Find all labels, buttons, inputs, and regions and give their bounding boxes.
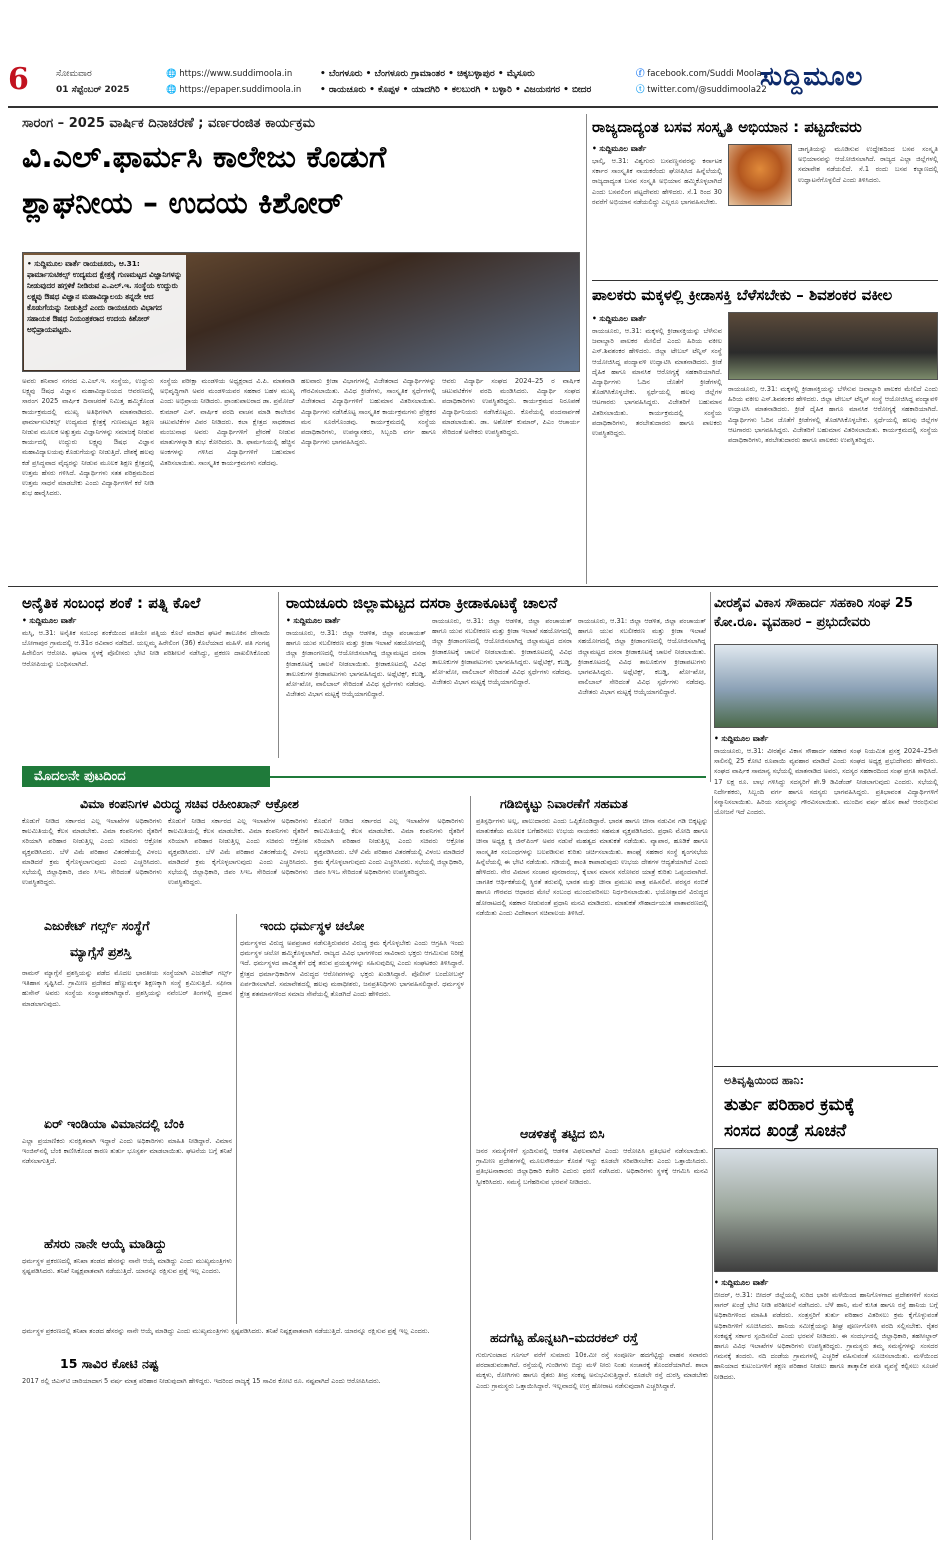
facebook-link[interactable]: ⓕ facebook.com/Suddi Moola [636,69,762,79]
gst-loss-body: 2017 ರಲ್ಲಿ ಜಿಎಸ್‌ಟಿ ಜಾರಿಯಾದಾಗ 5 ವರ್ಷ ಮಾತ್ರ ಪರಿಹಾರ ನೀಡುವುದಾಗಿ ಹೇಳಿದ್ದರು. ಇದರಿಂದ ರಾಜ್ಯಕ್ಕೆ 15 ಸಾವಿರ ಕೋಟಿ ರೂ. ನಷ್ಟವಾಗಿದೆ ಎಂದು ಆರೋಪಿಸಿದರು. [22,1377,381,1385]
dharmasthala-body: ಧರ್ಮಸ್ಥಳದ ವಿರುದ್ಧ ಅಪಪ್ರಚಾರ ನಡೆಸುತ್ತಿರುವವರ ವಿರುದ್ಧ ಕ್ರಮ ಕೈಗೊಳ್ಳಬೇಕು ಎಂದು ಆಗ್ರಹಿಸಿ ಇಂದು ಧರ್ಮಸ್ಥಳ ಚಲೋ ಹಮ್ಮಿಕೊಳ್ಳಲಾಗಿದೆ. ರಾಜ್ಯದ ವಿವಿಧ ಭಾಗಗಳಿಂದ ಸಾವಿರಾರು ಭಕ್ತರು ಆಗಮಿಸುವ ನಿರೀಕ್ಷೆ ಇದೆ. ಧರ್ಮಸ್ಥಳದ ಪಾವಿತ್ರ್ಯತೆಗೆ ಧಕ್ಕೆ ತರುವ ಪ್ರಯತ್ನಗಳನ್ನು ಸಹಿಸುವುದಿಲ್ಲ ಎಂದು ಸಂಘಟಕರು ತಿಳಿಸಿದ್ದಾರೆ. ಕ್ಷೇತ್ರದ ಧರ್ಮಾಧಿಕಾರಿಗಳ ವಿರುದ್ಧದ ಆರೋಪಗಳನ್ನು ಭಕ್ತರು ಖಂಡಿಸಿದ್ದಾರೆ. ಪೊಲೀಸ್ ಬಂದೋಬಸ್ತ್ ಏರ್ಪಡಿಸಲಾಗಿದೆ. ಸಮಾವೇಶದಲ್ಲಿ ಹಲವು ಮಠಾಧೀಶರು, ಜನಪ್ರತಿನಿಧಿಗಳು ಭಾಗವಹಿಸಲಿದ್ದಾರೆ. ಧರ್ಮಸ್ಥಳ ಕ್ಷೇತ್ರ ಶತಮಾನಗಳಿಂದ ಸಮಾಜ ಸೇವೆಯಲ್ಲಿ ತೊಡಗಿದೆ ಎಂದು ಹೇಳಿದರು. [240,939,464,999]
masthead [8,62,938,102]
right-story-2-byline: • ಸುದ್ದಿಮೂಲ ವಾರ್ತೆ [592,314,647,323]
lead-kicker: ಸಾರಂಗ – 2025 ವಾರ್ಷಿಕ ದಿನಾಚರಣೆ ; ವರ್ಣರಂಜಿತ ಕಾರ್ಯಕ್ರಮ [22,116,315,131]
section-banner: ಮೊದಲನೇ ಪುಟದಿಂದ [22,766,270,787]
lead-headline-1: ವಿ.ಎಲ್.ಫಾರ್ಮಸಿ ಕಾಲೇಜು ಕೊಡುಗೆ [22,140,387,175]
right-story-1-byline: • ಸುದ್ದಿಮೂಲ ವಾರ್ತೆ [592,144,647,153]
facebook-icon: ⓕ [636,69,645,79]
flood-inspection-photo [714,1148,938,1272]
insurance-body-3: ಕೊಡುಗೆ ನೀಡಿದ ಸರ್ಕಾರದ ಎಲ್ಲ ಇಲಾಖೆಗಳ ಅಧಿಕಾರಿಗಳು ಕಾಲಮಿತಿಯಲ್ಲಿ ಕೆಲಸ ಮಾಡಬೇಕು. ವಿಮಾ ಕಂಪನಿಗಳು ರೈತರಿಗೆ ಸರಿಯಾಗಿ ಪರಿಹಾರ ನೀಡುತ್ತಿಲ್ಲ ಎಂದು ಸಚಿವರು ಆಕ್ರೋಶ ವ್ಯಕ್ತಪಡಿಸಿದರು. ಬೆಳೆ ವಿಮೆ ಪರಿಹಾರ ವಿತರಣೆಯಲ್ಲಿ ವಿಳಂಬ ಮಾಡಿದರೆ ಕ್ರಮ ಕೈಗೊಳ್ಳಲಾಗುವುದು ಎಂದು ಎಚ್ಚರಿಸಿದರು. ಸಭೆಯಲ್ಲಿ ಜಿಲ್ಲಾಧಿಕಾರಿ, ಜಿಪಂ ಸಿಇಒ ಸೇರಿದಂತೆ ಅಧಿಕಾರಿಗಳು ಉಪಸ್ಥಿತರಿದ್ದರು. [314,817,464,877]
cooperative-body: ರಾಯಚೂರು, ಆ.31: ವೀರಶೈವ ವಿಕಾಸ ಸೌಹಾರ್ದ ಸಹಕಾರ ಸಂಘ ನಿಯಮಿತ ಪ್ರಸಕ್ತ 2024–25ನೇ ಸಾಲಿನಲ್ಲಿ 25 ಕೋಟಿ ರೂಪಾಯಿ ವ್ಯವಹಾರ ಮಾಡಿದೆ ಎಂದು ಸಂಘದ ಅಧ್ಯಕ್ಷ ಪ್ರಭುದೇವರು ಹೇಳಿದರು. ಸಂಘದ ವಾರ್ಷಿಕ ಸಾಮಾನ್ಯ ಸಭೆಯಲ್ಲಿ ಮಾತನಾಡಿದ ಅವರು, ಸದಸ್ಯರ ಸಹಕಾರದಿಂದ ಸಂಘ ಪ್ರಗತಿ ಸಾಧಿಸಿದೆ. 17 ಲಕ್ಷ ರೂ. ಲಾಭ ಗಳಿಸಿದ್ದು ಸದಸ್ಯರಿಗೆ ಶೇ.9 ಡಿವಿಡೆಂಡ್ ನೀಡಲಾಗುವುದು ಎಂದರು. ಸಭೆಯಲ್ಲಿ ನಿರ್ದೇಶಕರು, ಸಿಬ್ಬಂದಿ ವರ್ಗ ಹಾಗೂ ಸದಸ್ಯರು ಭಾಗವಹಿಸಿದ್ದರು. ಪ್ರತಿಭಾವಂತ ವಿದ್ಯಾರ್ಥಿಗಳಿಗೆ ಸನ್ಮಾನಿಸಲಾಯಿತು. ಹಿರಿಯ ಸದಸ್ಯರನ್ನು ಗೌರವಿಸಲಾಯಿತು. ಮುಂದಿನ ವರ್ಷ ಹೊಸ ಶಾಖೆ ಆರಂಭಿಸುವ ಯೋಜನೆ ಇದೆ ಎಂದರು. [714,747,938,817]
right-story-1-body-right: ಜಾಗೃತಿಯನ್ನು ಮೂಡಿಸುವ ಉದ್ದೇಶದಿಂದ ಬಸವ ಸಂಸ್ಕೃತಿ ಅಭಿಯಾನವನ್ನು ಆಯೋಜಿಸಲಾಗಿದೆ. ರಾಜ್ಯದ ಎಲ್ಲಾ ಜಿಲ್ಲೆಗಳಲ್ಲಿ ಸಮಾವೇಶ ನಡೆಯಲಿದೆ. ಸೆ.1 ರಂದು ಬಸವ ಕಲ್ಯಾಣದಲ್ಲಿ ಉದ್ಘಾಟನೆಗೊಳ್ಳಲಿದೆ ಎಂದು ತಿಳಿಸಿದರು. [798,145,938,184]
right-story-2-body: ರಾಯಚೂರು, ಆ.31: ಮಕ್ಕಳಲ್ಲಿ ಕ್ರೀಡಾಸಕ್ತಿಯನ್ನು ಬೆಳೆಸುವ ಜವಾಬ್ದಾರಿ ಪಾಲಕರ ಮೇಲಿದೆ ಎಂದು ಹಿರಿಯ ವಕೀಲ ಎಸ್.ಶಿವಶಂಕರ ಹೇಳಿದರು. ಜಿಲ್ಲಾ ಟೇಬಲ್ ಟೆನ್ನಿಸ್ ಸಂಸ್ಥೆ ಆಯೋಜಿಸಿದ್ದ ಪಂದ್ಯಾವಳಿ ಉದ್ಘಾಟಿಸಿ ಮಾತನಾಡಿದರು. ಕ್ರೀಡೆ ದೈಹಿಕ ಹಾಗೂ ಮಾನಸಿಕ ಆರೋಗ್ಯಕ್ಕೆ ಸಹಕಾರಿಯಾಗಿದೆ. ವಿದ್ಯಾರ್ಥಿಗಳು ಓದಿನ ಜೊತೆಗೆ ಕ್ರೀಡೆಗಳಲ್ಲಿ ತೊಡಗಿಸಿಕೊಳ್ಳಬೇಕು. ಸ್ಪರ್ಧೆಯಲ್ಲಿ ಹಲವು ಜಿಲ್ಲೆಗಳ ಆಟಗಾರರು ಭಾಗವಹಿಸಿದ್ದರು. ವಿಜೇತರಿಗೆ ಬಹುಮಾನ ವಿತರಿಸಲಾಯಿತು. ಕಾರ್ಯಕ್ರಮದಲ್ಲಿ ಸಂಸ್ಥೆಯ ಪದಾಧಿಕಾರಿಗಳು, ತರಬೇತುದಾರರು ಹಾಗೂ ಪಾಲಕರು ಉಪಸ್ಥಿತರಿದ್ದರು. [592,327,722,438]
administration-body: ಜನರ ಸಮಸ್ಯೆಗಳಿಗೆ ಸ್ಪಂದಿಸುವಲ್ಲಿ ಆಡಳಿತ ವಿಫಲವಾಗಿದೆ ಎಂದು ಆರೋಪಿಸಿ ಪ್ರತಿಭಟನೆ ನಡೆಸಲಾಯಿತು. ಗ್ರಾಮೀಣ ಪ್ರದೇಶಗಳಲ್ಲಿ ಮೂಲಸೌಕರ್ಯ ಕೊರತೆ ಇದ್ದು ಕೂಡಲೇ ಸರಿಪಡಿಸಬೇಕು ಎಂದು ಒತ್ತಾಯಿಸಿದರು. ಪ್ರತಿಭಟನಾಕಾರರು ಜಿಲ್ಲಾಧಿಕಾರಿ ಕಚೇರಿ ಎದುರು ಧರಣಿ ನಡೆಸಿದರು. ಅಧಿಕಾರಿಗಳು ಸ್ಥಳಕ್ಕೆ ಆಗಮಿಸಿ ಮನವಿ ಸ್ವೀಕರಿಸಿದರು. ಸಮಸ್ಯೆ ಬಗೆಹರಿಸುವ ಭರವಸೆ ನೀಡಿದರು. [476,1147,708,1186]
issue-date: ಸೋಮವಾರ 01 ಸೆಪ್ಟೆಂಬರ್ 2025 [56,69,130,95]
insurance-headline: ವಿಮಾ ಕಂಪನಿಗಳ ವಿರುದ್ಧ ಸಚಿವ ರಹೀಂಖಾನ್ ಆಕ್ರೋಶ [80,796,299,811]
cooperative-byline: • ಸುದ್ದಿಮೂಲ ವಾರ್ತೆ [714,734,769,743]
air-india-headline: ಏರ್ ಇಂಡಿಯಾ ವಿಮಾನದಲ್ಲಿ ಬೆಂಕಿ [44,1116,185,1131]
dasara-body-3: ರಾಯಚೂರು, ಆ.31: ಜಿಲ್ಲಾ ಆಡಳಿತ, ಜಿಲ್ಲಾ ಪಂಚಾಯತ್ ಹಾಗೂ ಯುವ ಸಬಲೀಕರಣ ಮತ್ತು ಕ್ರೀಡಾ ಇಲಾಖೆ ಸಹಯೋಗದಲ್ಲಿ ಜಿಲ್ಲಾ ಕ್ರೀಡಾಂಗಣದಲ್ಲಿ ಆಯೋಜಿಸಲಾಗಿದ್ದ ಜಿಲ್ಲಾಮಟ್ಟದ ದಸರಾ ಕ್ರೀಡಾಕೂಟಕ್ಕೆ ಚಾಲನೆ ನೀಡಲಾಯಿತು. ಕ್ರೀಡಾಕೂಟದಲ್ಲಿ ವಿವಿಧ ತಾಲೂಕುಗಳ ಕ್ರೀಡಾಪಟುಗಳು ಭಾಗವಹಿಸಿದ್ದರು. ಅಥ್ಲೆಟಿಕ್ಸ್, ಕಬಡ್ಡಿ, ಖೋ-ಖೋ, ವಾಲಿಬಾಲ್ ಸೇರಿದಂತೆ ವಿವಿಧ ಸ್ಪರ್ಧೆಗಳು ನಡೆದವು. ವಿಜೇತರು ವಿಭಾಗ ಮಟ್ಟಕ್ಕೆ ಆಯ್ಕೆಯಾಗಲಿದ್ದಾರೆ. [578,617,706,697]
cooperative-headline: ವೀರಶೈವ ವಿಕಾಸ ಸೌಹಾರ್ದ ಸಹಕಾರಿ ಸಂಘ 25 ಕೋ.ರೂ. ವ್ಯವಹಾರ – ಪ್ರಭುದೇವರು [714,596,913,630]
flood-body: ಬೀದರ್, ಆ.31: ಬೀದರ್ ಜಿಲ್ಲೆಯಲ್ಲಿ ಸುರಿದ ಭಾರೀ ಮಳೆಯಿಂದ ಹಾನಿಗೊಳಗಾದ ಪ್ರದೇಶಗಳಿಗೆ ಸಂಸದ ಸಾಗರ್ ಖಂಡ್ರೆ ಭೇಟಿ ನೀಡಿ ಪರಿಶೀಲನೆ ನಡೆಸಿದರು. ಬೆಳೆ ಹಾನಿ, ಮನೆ ಕುಸಿತ ಹಾಗೂ ರಸ್ತೆ ಹಾನಿಯ ಬಗ್ಗೆ ಅಧಿಕಾರಿಗಳಿಂದ ಮಾಹಿತಿ ಪಡೆದರು. ಸಂತ್ರಸ್ತರಿಗೆ ತುರ್ತು ಪರಿಹಾರ ವಿತರಿಸಲು ಕ್ರಮ ಕೈಗೊಳ್ಳುವಂತೆ ಅಧಿಕಾರಿಗಳಿಗೆ ಸೂಚಿಸಿದರು. ಹಾನಿಯ ಸಮೀಕ್ಷೆಯನ್ನು ಶೀಘ್ರ ಪೂರ್ಣಗೊಳಿಸಿ ವರದಿ ಸಲ್ಲಿಸಬೇಕು. ರೈತರ ಸಂಕಷ್ಟಕ್ಕೆ ಸರ್ಕಾರ ಸ್ಪಂದಿಸಲಿದೆ ಎಂದು ಭರವಸೆ ನೀಡಿದರು. ಈ ಸಂದರ್ಭದಲ್ಲಿ ಜಿಲ್ಲಾಧಿಕಾರಿ, ತಹಸೀಲ್ದಾರ್ ಹಾಗೂ ವಿವಿಧ ಇಲಾಖೆಗಳ ಅಧಿಕಾರಿಗಳು ಉಪಸ್ಥಿತರಿದ್ದರು. ಗ್ರಾಮಸ್ಥರು ತಮ್ಮ ಸಮಸ್ಯೆಗಳನ್ನು ಸಂಸದರ ಗಮನಕ್ಕೆ ತಂದರು. ನದಿ ದಂಡೆಯ ಗ್ರಾಮಗಳಲ್ಲಿ ಎಚ್ಚರಿಕೆ ವಹಿಸುವಂತೆ ಸೂಚಿಸಲಾಯಿತು. ಮಳೆಯಿಂದ ಹಾನಿಯಾದ ಕುಟುಂಬಗಳಿಗೆ ತಕ್ಷಣ ಪರಿಹಾರ ನೀಡಲು ಹಾಗೂ ತಾತ್ಕಾಲಿಕ ವಸತಿ ವ್ಯವಸ್ಥೆ ಕಲ್ಪಿಸಲು ಸೂಚನೆ ನೀಡಿದರು. [714,1291,938,1381]
social-links [636,66,767,98]
twitter-link[interactable]: ⓣ twitter.com/@suddimoola22 [636,85,767,95]
murder-headline: ಅನೈತಿಕ ಸಂಬಂಧ ಶಂಕೆ : ಪತ್ನಿ ಕೊಲೆ [22,594,201,612]
dasara-body-2: ರಾಯಚೂರು, ಆ.31: ಜಿಲ್ಲಾ ಆಡಳಿತ, ಜಿಲ್ಲಾ ಪಂಚಾಯತ್ ಹಾಗೂ ಯುವ ಸಬಲೀಕರಣ ಮತ್ತು ಕ್ರೀಡಾ ಇಲಾಖೆ ಸಹಯೋಗದಲ್ಲಿ ಜಿಲ್ಲಾ ಕ್ರೀಡಾಂಗಣದಲ್ಲಿ ಆಯೋಜಿಸಲಾಗಿದ್ದ ಜಿಲ್ಲಾಮಟ್ಟದ ದಸರಾ ಕ್ರೀಡಾಕೂಟಕ್ಕೆ ಚಾಲನೆ ನೀಡಲಾಯಿತು. ಕ್ರೀಡಾಕೂಟದಲ್ಲಿ ವಿವಿಧ ತಾಲೂಕುಗಳ ಕ್ರೀಡಾಪಟುಗಳು ಭಾಗವಹಿಸಿದ್ದರು. ಅಥ್ಲೆಟಿಕ್ಸ್, ಕಬಡ್ಡಿ, ಖೋ-ಖೋ, ವಾಲಿಬಾಲ್ ಸೇರಿದಂತೆ ವಿವಿಧ ಸ್ಪರ್ಧೆಗಳು ನಡೆದವು. ವಿಜೇತರು ವಿಭಾಗ ಮಟ್ಟಕ್ಕೆ ಆಯ್ಕೆಯಾಗಲಿದ್ದಾರೆ. [432,617,572,687]
sit-name-body: ಧರ್ಮಸ್ಥಳ ಪ್ರಕರಣದಲ್ಲಿ ತನಿಖಾ ತಂಡದ ಹೆಸರನ್ನು ನಾನೇ ಆಯ್ಕೆ ಮಾಡಿದ್ದು ಎಂದು ಮುಖ್ಯಮಂತ್ರಿಗಳು ಸ್ಪಷ್ಟಪಡಿಸಿದರು. ತನಿಖೆ ನಿಷ್ಪಕ್ಷಪಾತವಾಗಿ ನಡೆಯುತ್ತಿದೆ. ಯಾರನ್ನೂ ರಕ್ಷಿಸುವ ಪ್ರಶ್ನೆ ಇಲ್ಲ ಎಂದರು. [22,1257,232,1276]
cooperative-photo [714,644,938,728]
border-headline: ಗಡಿಬಿಕ್ಕಟ್ಟು ನಿವಾರಣೆಗೆ ಸಹಮತ [500,796,628,811]
speaker-portrait [728,144,792,206]
edition-cities: • ಬೆಂಗಳೂರು • ಬೆಂಗಳೂರು ಗ್ರಾಮಾಂತರ • ಚಿಕ್ಕಬಳ್ಳಾಪುರ • ಮೈಸೂರು • ರಾಯಚೂರು • ಕೊಪ್ಪಳ • ಯಾದಗಿರಿ • ಕಲಬುರಗಿ • ಬಳ್ಳಾರಿ • ವಿಜಯನಗರ • ಬೀದರ [320,69,592,95]
dasara-headline: ರಾಯಚೂರು ಜಿಲ್ಲಾಮಟ್ಟದ ದಸರಾ ಕ್ರೀಡಾಕೂಟಕ್ಕೆ ಚಾಲನೆ [286,594,558,612]
page-number: 6 [8,62,29,97]
lead-column-2: ಸಂಸ್ಥೆಯ ಪರೀಕ್ಷಾ ಮಂಡಳಿಯ ಅಧ್ಯಕ್ಷರಾದ ವಿ.ಪಿ. ಮಾತನಾಡಿ ಅಭಿವೃದ್ಧಿಗಾಗಿ ಅವರ ಮಂಡಳಿಯವರ ಸಹಕಾರ ಬಹಳ ಮುಖ್ಯ ಎಂದು ಅಭಿಪ್ರಾಯ ನೀಡಿದರು. ಪ್ರಾಂಶುಪಾಲರಾದ ಡಾ. ಪ್ರಮೋದ್ ಕುಮಾರ್ ಎಸ್. ವಾರ್ಷಿಕ ವರದಿ ವಾಚನ ಮಾಡಿ ಕಾಲೇಜಿನ ಚಟುವಟಿಕೆಗಳ ವಿವರ ನೀಡಿದರು. ಕಲಾ ಕ್ಷೇತ್ರದ ಸಾಧಕರಾದ ಮಂಜುನಾಥ ಅವರು ವಿದ್ಯಾರ್ಥಿಗಳಿಗೆ ಪ್ರೇರಣೆ ನೀಡುವ ಮಾತುಗಳನ್ನಾಡಿ ಶುಭ ಕೋರಿದರು. ಡಿ. ಫಾರ್ಮಸಿಯಲ್ಲಿ ಹೆಚ್ಚಿನ ಅಂಕಗಳನ್ನು ಗಳಿಸಿದ ವಿದ್ಯಾರ್ಥಿಗಳಿಗೆ ಬಹುಮಾನ ವಿತರಿಸಲಾಯಿತು. ಸಾಂಸ್ಕೃತಿಕ ಕಾರ್ಯಕ್ರಮಗಳು ನಡೆದವು. [160,377,295,467]
road-headline: ಹದಗೆಟ್ಟ ಹೊನ್ನಟಗಿ–ಮದರಕಲ್ ರಸ್ತೆ [490,1330,638,1345]
magsaysay-body: ರಾಮನ್ ಮ್ಯಾಗ್ಸೆಸೆ ಪ್ರಶಸ್ತಿಯನ್ನು ಪಡೆದ ಮೊದಲ ಭಾರತೀಯ ಸಂಸ್ಥೆಯಾಗಿ ಎಜುಕೇಟ್ ಗರ್ಲ್ಸ್ ಇತಿಹಾಸ ಸೃಷ್ಟಿಸಿದೆ. ಗ್ರಾಮೀಣ ಪ್ರದೇಶದ ಹೆಣ್ಣುಮಕ್ಕಳ ಶಿಕ್ಷಣಕ್ಕಾಗಿ ಸಂಸ್ಥೆ ಶ್ರಮಿಸುತ್ತಿದೆ. ಸಫೀನಾ ಹುಸೇನ್ ಅವರು ಸಂಸ್ಥೆಯ ಸಂಸ್ಥಾಪಕರಾಗಿದ್ದಾರೆ. ಪ್ರಶಸ್ತಿಯನ್ನು ನವೆಂಬರ್ ತಿಂಗಳಲ್ಲಿ ಪ್ರದಾನ ಮಾಡಲಾಗುವುದು. [22,969,232,1008]
sports-event-photo [728,312,938,380]
magsaysay-headline-1: ಎಜುಕೇಟ್ ಗರ್ಲ್ಸ್ ಸಂಸ್ಥೆಗೆ [44,918,150,933]
sit-name-headline: ಹೆಸರು ನಾನೇ ಆಯ್ಕೆ ಮಾಡಿದ್ದು [44,1236,167,1251]
administration-headline: ಆಡಳಿತಕ್ಕೆ ತಟ್ಟಿದ ಬಿಸಿ [520,1126,605,1141]
right-story-1-headline: ರಾಜ್ಯದಾದ್ಯಂತ ಬಸವ ಸಂಸ್ಕೃತಿ ಅಭಿಯಾನ : ಪಟ್ಟದೇವರು [592,118,862,136]
lead-headline-2: ಶ್ಲಾಘನೀಯ – ಉದಯ ಕಿಶೋರ್ [22,186,344,221]
air-india-body: ಎಲ್ಲಾ ಪ್ರಯಾಣಿಕರು ಸುರಕ್ಷಿತವಾಗಿ ಇದ್ದಾರೆ ಎಂದು ಅಧಿಕಾರಿಗಳು ಮಾಹಿತಿ ನೀಡಿದ್ದಾರೆ. ವಿಮಾನ ಇಂಜಿನ್‌ನಲ್ಲಿ ಬೆಂಕಿ ಕಾಣಿಸಿಕೊಂಡ ಕಾರಣ ತುರ್ತು ಭೂಸ್ಪರ್ಶ ಮಾಡಲಾಯಿತು. ಘಟನೆಯ ಬಗ್ಗೆ ತನಿಖೆ ನಡೆಸಲಾಗುತ್ತಿದೆ. [22,1137,232,1166]
flood-headline-2: ಸಂಸದ ಖಂಡ್ರೆ ಸೂಚನೆ [724,1121,847,1141]
right-story-1-body-left: ಭಾಲ್ಕಿ, ಆ.31: ವಿಶ್ವಗುರು ಬಸವಣ್ಣನವರನ್ನು ಕರ್ನಾಟಕ ಸರ್ಕಾರ ಸಾಂಸ್ಕೃತಿಕ ನಾಯಕರೆಂದು ಘೋಷಿಸಿದ ಹಿನ್ನೆಲೆಯಲ್ಲಿ ರಾಜ್ಯದಾದ್ಯಂತ ಬಸವ ಸಂಸ್ಕೃತಿ ಅಭಿಯಾನ ಹಮ್ಮಿಕೊಳ್ಳಲಾಗಿದೆ ಎಂದು ಬಸವಲಿಂಗ ಪಟ್ಟದೇವರು ಹೇಳಿದರು. ಸೆ.1 ರಿಂದ 30 ರವರೆಗೆ ಅಭಿಯಾನ ನಡೆಯಲಿದ್ದು ಎಲ್ಲರೂ ಭಾಗವಹಿಸಬೇಕು. [592,157,722,206]
column-divider [586,114,587,584]
sit-name-body-cont: ಧರ್ಮಸ್ಥಳ ಪ್ರಕರಣದಲ್ಲಿ ತನಿಖಾ ತಂಡದ ಹೆಸರನ್ನು ನಾನೇ ಆಯ್ಕೆ ಮಾಡಿದ್ದು ಎಂದು ಮುಖ್ಯಮಂತ್ರಿಗಳು ಸ್ಪಷ್ಟಪಡಿಸಿದರು. ತನಿಖೆ ನಿಷ್ಪಕ್ಷಪಾತವಾಗಿ ನಡೆಯುತ್ತಿದೆ. ಯಾರನ್ನೂ ರಕ್ಷಿಸುವ ಪ್ರಶ್ನೆ ಇಲ್ಲ ಎಂದರು. [22,1327,430,1335]
border-body: ಪ್ರತಿಸ್ಪರ್ಧಿಗಳು ಅಲ್ಲ, ಪಾಲುದಾರರು ಎಂದು ಒಪ್ಪಿಕೊಂಡಿದ್ದಾರೆ. ಭಾರತ ಹಾಗೂ ಚೀನಾ ನಡುವಿನ ಗಡಿ ಬಿಕ್ಕಟ್ಟನ್ನು ಮಾತುಕತೆಯ ಮೂಲಕ ಬಗೆಹರಿಸಲು ಉಭಯ ನಾಯಕರು ಸಹಮತ ವ್ಯಕ್ತಪಡಿಸಿದರು. ಪ್ರಧಾನಿ ಮೋದಿ ಹಾಗೂ ಚೀನಾ ಅಧ್ಯಕ್ಷ ಕ್ಸಿ ಜಿನ್‌ಪಿಂಗ್ ಅವರ ನಡುವೆ ಮಹತ್ವದ ಮಾತುಕತೆ ನಡೆಯಿತು. ವ್ಯಾಪಾರ, ಹೂಡಿಕೆ ಹಾಗೂ ಸಾಂಸ್ಕೃತಿಕ ಸಂಬಂಧಗಳನ್ನು ಬಲಪಡಿಸುವ ಕುರಿತು ಚರ್ಚಿಸಲಾಯಿತು. ಶಾಂಘೈ ಸಹಕಾರ ಸಂಸ್ಥೆ ಶೃಂಗಸಭೆಯ ಹಿನ್ನೆಲೆಯಲ್ಲಿ ಈ ಭೇಟಿ ನಡೆಯಿತು. ಗಡಿಯಲ್ಲಿ ಶಾಂತಿ ಕಾಪಾಡುವುದು ಉಭಯ ದೇಶಗಳ ಆದ್ಯತೆಯಾಗಿದೆ ಎಂದು ಹೇಳಿದರು. ನೇರ ವಿಮಾನ ಸಂಚಾರ ಪುನರಾರಂಭ, ಕೈಲಾಸ ಮಾನಸ ಸರೋವರ ಯಾತ್ರೆ ಕುರಿತು ಒಪ್ಪಂದವಾಗಿದೆ. ಜಾಗತಿಕ ಆರ್ಥಿಕತೆಯಲ್ಲಿ ಸ್ಥಿರತೆ ತರುವಲ್ಲಿ ಭಾರತ ಮತ್ತು ಚೀನಾ ಪ್ರಮುಖ ಪಾತ್ರ ವಹಿಸಲಿವೆ. ಪರಸ್ಪರ ನಂಬಿಕೆ ಹಾಗೂ ಗೌರವದ ಆಧಾರದ ಮೇಲೆ ಸಂಬಂಧ ಮುಂದುವರಿಸಲು ನಿರ್ಧರಿಸಲಾಯಿತು. ಭಯೋತ್ಪಾದನೆ ವಿರುದ್ಧದ ಹೋರಾಟದಲ್ಲಿ ಸಹಕಾರ ನೀಡುವಂತೆ ಪ್ರಧಾನಿ ಮನವಿ ಮಾಡಿದರು. ಮಾತುಕತೆ ಸೌಹಾರ್ದಯುತ ವಾತಾವರಣದಲ್ಲಿ ನಡೆಯಿತು ಎಂದು ವಿದೇಶಾಂಗ ಸಚಿವಾಲಯ ತಿಳಿಸಿದೆ. [476,817,708,917]
right-story-2-headline: ಪಾಲಕರು ಮಕ್ಕಳಲ್ಲಿ ಕ್ರೀಡಾಸಕ್ತಿ ಬೆಳೆಸಬೇಕು – ಶಿವಶಂಕರ ವಕೀಲ [592,286,893,304]
murder-byline: • ಸುದ್ದಿಮೂಲ ವಾರ್ತೆ [22,616,77,625]
road-body: ಗುರುಗುಂಟಾದ ಗೂಗಲ್ ವರೆಗೆ ಸುಮಾರು 10ಕಿ.ಮೀ ರಸ್ತೆ ಸಂಪೂರ್ಣ ಹದಗೆಟ್ಟಿದ್ದು ವಾಹನ ಸವಾರರು ಪರದಾಡುವಂತಾಗಿದೆ. ರಸ್ತೆಯಲ್ಲಿ ಗುಂಡಿಗಳು ಬಿದ್ದು ಮಳೆ ನೀರು ನಿಂತು ಸಂಚಾರಕ್ಕೆ ತೊಂದರೆಯಾಗಿದೆ. ಶಾಲಾ ಮಕ್ಕಳು, ರೋಗಿಗಳು ಹಾಗೂ ರೈತರು ತೀವ್ರ ಸಂಕಷ್ಟ ಅನುಭವಿಸುತ್ತಿದ್ದಾರೆ. ಕೂಡಲೇ ರಸ್ತೆ ದುರಸ್ತಿ ಮಾಡಬೇಕು ಎಂದು ಗ್ರಾಮಸ್ಥರು ಒತ್ತಾಯಿಸಿದ್ದಾರೆ. ಇಲ್ಲವಾದಲ್ಲಿ ಉಗ್ರ ಹೋರಾಟ ನಡೆಸುವುದಾಗಿ ಎಚ್ಚರಿಸಿದ್ದಾರೆ. [476,1351,708,1390]
flood-headline-1: ತುರ್ತು ಪರಿಹಾರ ಕ್ರಮಕ್ಕೆ [724,1095,855,1115]
flood-byline: • ಸುದ್ದಿಮೂಲ ವಾರ್ತೆ [714,1278,769,1287]
website-link[interactable]: 🌐 https://www.suddimoola.in [166,69,293,79]
dharmasthala-headline: ಇಂದು ಧರ್ಮಸ್ಥಳ ಚಲೋ [260,918,365,933]
dasara-byline: • ಸುದ್ದಿಮೂಲ ವಾರ್ತೆ [286,616,341,625]
right-story-2-body-cont: ರಾಯಚೂರು, ಆ.31: ಮಕ್ಕಳಲ್ಲಿ ಕ್ರೀಡಾಸಕ್ತಿಯನ್ನು ಬೆಳೆಸುವ ಜವಾಬ್ದಾರಿ ಪಾಲಕರ ಮೇಲಿದೆ ಎಂದು ಹಿರಿಯ ವಕೀಲ ಎಸ್.ಶಿವಶಂಕರ ಹೇಳಿದರು. ಜಿಲ್ಲಾ ಟೇಬಲ್ ಟೆನ್ನಿಸ್ ಸಂಸ್ಥೆ ಆಯೋಜಿಸಿದ್ದ ಪಂದ್ಯಾವಳಿ ಉದ್ಘಾಟಿಸಿ ಮಾತನಾಡಿದರು. ಕ್ರೀಡೆ ದೈಹಿಕ ಹಾಗೂ ಮಾನಸಿಕ ಆರೋಗ್ಯಕ್ಕೆ ಸಹಕಾರಿಯಾಗಿದೆ. ವಿದ್ಯಾರ್ಥಿಗಳು ಓದಿನ ಜೊತೆಗೆ ಕ್ರೀಡೆಗಳಲ್ಲಿ ತೊಡಗಿಸಿಕೊಳ್ಳಬೇಕು. ಸ್ಪರ್ಧೆಯಲ್ಲಿ ಹಲವು ಜಿಲ್ಲೆಗಳ ಆಟಗಾರರು ಭಾಗವಹಿಸಿದ್ದರು. ವಿಜೇತರಿಗೆ ಬಹುಮಾನ ವಿತರಿಸಲಾಯಿತು. ಕಾರ್ಯಕ್ರಮದಲ್ಲಿ ಸಂಸ್ಥೆಯ ಪದಾಧಿಕಾರಿಗಳು, ತರಬೇತುದಾರರು ಹಾಗೂ ಪಾಲಕರು ಉಪಸ್ಥಿತರಿದ್ದರು. [728,385,938,445]
magsaysay-headline-2: ಮ್ಯಾಗ್ಸೆಸೆ ಪ್ರಶಸ್ತಿ [70,944,132,959]
website-links [166,66,301,98]
newspaper-logo: ಸುದ್ದಿಮೂಲ [760,62,864,92]
flood-kicker: ಅತಿವೃಷ್ಟಿಯಿಂದ ಹಾನಿ: [724,1074,805,1087]
lead-column-4: ಆವರು ವಿದ್ಯಾರ್ಥಿ ಸಂಘದ 2024–25 ರ ವಾರ್ಷಿಕ ಚಟುವಟಿಕೆಗಳ ವರದಿ ಮಂಡಿಸಿದರು. ವಿದ್ಯಾರ್ಥಿ ಸಂಘದ ಪದಾಧಿಕಾರಿಗಳು ಉಪಸ್ಥಿತರಿದ್ದರು. ಕಾರ್ಯಕ್ರಮದ ನಿರೂಪಣೆ ವಿದ್ಯಾರ್ಥಿನಿಯರು ನಡೆಸಿಕೊಟ್ಟರು. ಕೊನೆಯಲ್ಲಿ ವಂದನಾರ್ಪಣೆ ಮಾಡಲಾಯಿತು. ಡಾ. ಅಶೋಕ್ ಕುಮಾರ್, ಪಿಎಂ ಆಚಾರ್ಯ ಸೇರಿದಂತೆ ಅನೇಕರು ಉಪಸ್ಥಿತರಿದ್ದರು. [442,377,580,437]
header-rule [8,106,938,108]
gst-loss-headline: 15 ಸಾವಿರ ಕೋಟಿ ನಷ್ಟ [60,1356,159,1371]
twitter-icon: ⓣ [636,85,645,95]
lead-column-1: ಅವರು ಶನಿವಾರ ನಗರದ ಎ.ಎಲ್.ಇ. ಸಂಸ್ಥೆಯ, ಉದ್ದುರು ಲಕ್ಷ್ಯವು ಔಷಧ ವಿಜ್ಞಾನ ಮಹಾವಿದ್ಯಾಲಯದ ಆವರಣದಲ್ಲಿ ಸಾರಂಗ 2025 ವಾರ್ಷಿಕ ದಿನಾಚರಣೆ ನಿಮಿತ್ತ ಹಮ್ಮಿಕೊಂಡ ಕಾರ್ಯಕ್ರಮದಲ್ಲಿ ಮುಖ್ಯ ಅತಿಥಿಗಳಾಗಿ ಮಾತನಾಡಿದರು. ಫಾರ್ಮಾಸುಟಿಕಲ್ಸ್ ಉದ್ಯಮದ ಕ್ಷೇತ್ರಕ್ಕೆ ಗುಣಮಟ್ಟದ ಶಿಕ್ಷಣ ನೀಡುವ ಮೂಲಕ ಅತ್ಯುತ್ತಮ ವಿಜ್ಞಾನಿಗಳನ್ನು ಸಮಾಜಕ್ಕೆ ನೀಡುವ ಕಾರ್ಯದಲ್ಲಿ ಉದ್ದುರು ಲಕ್ಷ್ಯವು ಔಷಧ ವಿಜ್ಞಾನ ಮಹಾವಿದ್ಯಾಲಯವು ಕೊಡುಗೆಯನ್ನು ನೀಡುತ್ತಿದೆ. ದೇಶಕ್ಕೆ ಹಲವು ಕಡೆ ಪ್ರಸಿದ್ಧವಾದ ವೈದ್ಯರನ್ನು ನೀಡುವ ಮೂಲಕ ಶಿಕ್ಷಣ ಕ್ಷೇತ್ರದಲ್ಲಿ ಉತ್ತಮ ಹೆಸರು ಗಳಿಸಿದೆ. ವಿದ್ಯಾರ್ಥಿಗಳು ಸತತ ಪರಿಶ್ರಮದಿಂದ ಉತ್ತಮ ಸಾಧನೆ ಮಾಡಬೇಕು ಎಂದು ವಿದ್ಯಾರ್ಥಿಗಳಿಗೆ ಕರೆ ನೀಡಿ ಶುಭ ಹಾರೈಸಿದರು. [22,377,154,498]
epaper-link[interactable]: 🌐 https://epaper.suddimoola.in [166,85,302,95]
dasara-body-1: ರಾಯಚೂರು, ಆ.31: ಜಿಲ್ಲಾ ಆಡಳಿತ, ಜಿಲ್ಲಾ ಪಂಚಾಯತ್ ಹಾಗೂ ಯುವ ಸಬಲೀಕರಣ ಮತ್ತು ಕ್ರೀಡಾ ಇಲಾಖೆ ಸಹಯೋಗದಲ್ಲಿ ಜಿಲ್ಲಾ ಕ್ರೀಡಾಂಗಣದಲ್ಲಿ ಆಯೋಜಿಸಲಾಗಿದ್ದ ಜಿಲ್ಲಾಮಟ್ಟದ ದಸರಾ ಕ್ರೀಡಾಕೂಟಕ್ಕೆ ಚಾಲನೆ ನೀಡಲಾಯಿತು. ಕ್ರೀಡಾಕೂಟದಲ್ಲಿ ವಿವಿಧ ತಾಲೂಕುಗಳ ಕ್ರೀಡಾಪಟುಗಳು ಭಾಗವಹಿಸಿದ್ದರು. ಅಥ್ಲೆಟಿಕ್ಸ್, ಕಬಡ್ಡಿ, ಖೋ-ಖೋ, ವಾಲಿಬಾಲ್ ಸೇರಿದಂತೆ ವಿವಿಧ ಸ್ಪರ್ಧೆಗಳು ನಡೆದವು. ವಿಜೇತರು ವಿಭಾಗ ಮಟ್ಟಕ್ಕೆ ಆಯ್ಕೆಯಾಗಲಿದ್ದಾರೆ. [286,629,426,699]
lead-intro: • ಸುದ್ದಿಮೂಲ ವಾರ್ತೆ ರಾಯಚೂರು, ಆ.31: ಫಾರ್ಮಾಸುಟಿಕಲ್ಸ್ ಉದ್ಯಮದ ಕ್ಷೇತ್ರಕ್ಕೆ ಗುಣಮಟ್ಟದ ವಿಜ್ಞಾನಿಗಳನ್ನು ನೀಡುವುದರ ಹಗ್ಗಳಿಕೆ ನೀಡಿರುವ ಎ.ಎಲ್.ಇ. ಸಂಸ್ಥೆಯ ಉದ್ದುರು ಲಕ್ಷ್ಯವು ಔಷಧ ವಿಜ್ಞಾನ ಮಹಾವಿದ್ಯಾಲಯ ತನ್ನದೇ ಆದ ಕೊಡುಗೆಯನ್ನು ನೀಡುತ್ತಿದೆ ಎಂದು ರಾಯಚೂರು ವಿಭಾಗದ ಸಹಾಯಕ ಔಷಧ ನಿಯಂತ್ರಕರಾದ ಉದಯ ಕಿಶೋರ್ ಅಭಿಪ್ರಾಯಪಟ್ಟರು. [24,255,186,370]
insurance-body-1: ಕೊಡುಗೆ ನೀಡಿದ ಸರ್ಕಾರದ ಎಲ್ಲ ಇಲಾಖೆಗಳ ಅಧಿಕಾರಿಗಳು ಕಾಲಮಿತಿಯಲ್ಲಿ ಕೆಲಸ ಮಾಡಬೇಕು. ವಿಮಾ ಕಂಪನಿಗಳು ರೈತರಿಗೆ ಸರಿಯಾಗಿ ಪರಿಹಾರ ನೀಡುತ್ತಿಲ್ಲ ಎಂದು ಸಚಿವರು ಆಕ್ರೋಶ ವ್ಯಕ್ತಪಡಿಸಿದರು. ಬೆಳೆ ವಿಮೆ ಪರಿಹಾರ ವಿತರಣೆಯಲ್ಲಿ ವಿಳಂಬ ಮಾಡಿದರೆ ಕ್ರಮ ಕೈಗೊಳ್ಳಲಾಗುವುದು ಎಂದು ಎಚ್ಚರಿಸಿದರು. ಸಭೆಯಲ್ಲಿ ಜಿಲ್ಲಾಧಿಕಾರಿ, ಜಿಪಂ ಸಿಇಒ ಸೇರಿದಂತೆ ಅಧಿಕಾರಿಗಳು ಉಪಸ್ಥಿತರಿದ್ದರು. [22,817,162,887]
murder-body: ಮಸ್ಕಿ, ಆ.31: ಅನೈತಿಕ ಸಂಬಂಧ ಶಂಕೆಯಿಂದ ಪತಿಯೇ ಪತ್ನಿಯ ಕೊಲೆ ಮಾಡಿದ ಘಟನೆ ತಾಲೂಕಿನ ದೇಸಾಯಿ ಬೋಗಾಪುರ ಗ್ರಾಮದಲ್ಲಿ ಆ.31ರ ರವಿವಾರ ನಡೆದಿದೆ. ಯಲ್ಲಮ್ಮ ಹಿರೇಲಿಂಗ (36) ಕೊಲೆಯಾದ ಮಹಿಳೆ. ಪತಿ ಗಂಗಪ್ಪ ಹಿರೇಲಿಂಗ ಆರೋಪಿ. ಘಟನಾ ಸ್ಥಳಕ್ಕೆ ಪೊಲೀಸರು ಭೇಟಿ ನೀಡಿ ಪರಿಶೀಲನೆ ನಡೆಸಿದ್ದು, ಪ್ರಕರಣ ದಾಖಲಿಸಿಕೊಂಡು ಆರೋಪಿಯನ್ನು ಬಂಧಿಸಲಾಗಿದೆ. [22,629,270,668]
lead-column-3: ಹಲವಾರು ಕ್ರೀಡಾ ವಿಭಾಗಗಳಲ್ಲಿ ವಿಜೇತರಾದ ವಿದ್ಯಾರ್ಥಿಗಳನ್ನು ಗೌರವಿಸಲಾಯಿತು. ವಿವಿಧ ಕ್ರೀಡೆಗಳು, ಸಾಂಸ್ಕೃತಿಕ ಸ್ಪರ್ಧೆಗಳಲ್ಲಿ ವಿಜೇತರಾದ ವಿದ್ಯಾರ್ಥಿಗಳಿಗೆ ಬಹುಮಾನ ವಿತರಿಸಲಾಯಿತು. ವಿದ್ಯಾರ್ಥಿಗಳು ನಡೆಸಿಕೊಟ್ಟ ಸಾಂಸ್ಕೃತಿಕ ಕಾರ್ಯಕ್ರಮಗಳು ಪ್ರೇಕ್ಷಕರ ಮನ ಸೂರೆಗೊಂಡವು. ಕಾರ್ಯಕ್ರಮದಲ್ಲಿ ಸಂಸ್ಥೆಯ ಪದಾಧಿಕಾರಿಗಳು, ಉಪನ್ಯಾಸಕರು, ಸಿಬ್ಬಂದಿ ವರ್ಗ ಹಾಗೂ ವಿದ್ಯಾರ್ಥಿಗಳು ಭಾಗವಹಿಸಿದ್ದರು. [301,377,436,447]
insurance-body-2: ಕೊಡುಗೆ ನೀಡಿದ ಸರ್ಕಾರದ ಎಲ್ಲ ಇಲಾಖೆಗಳ ಅಧಿಕಾರಿಗಳು ಕಾಲಮಿತಿಯಲ್ಲಿ ಕೆಲಸ ಮಾಡಬೇಕು. ವಿಮಾ ಕಂಪನಿಗಳು ರೈತರಿಗೆ ಸರಿಯಾಗಿ ಪರಿಹಾರ ನೀಡುತ್ತಿಲ್ಲ ಎಂದು ಸಚಿವರು ಆಕ್ರೋಶ ವ್ಯಕ್ತಪಡಿಸಿದರು. ಬೆಳೆ ವಿಮೆ ಪರಿಹಾರ ವಿತರಣೆಯಲ್ಲಿ ವಿಳಂಬ ಮಾಡಿದರೆ ಕ್ರಮ ಕೈಗೊಳ್ಳಲಾಗುವುದು ಎಂದು ಎಚ್ಚರಿಸಿದರು. ಸಭೆಯಲ್ಲಿ ಜಿಲ್ಲಾಧಿಕಾರಿ, ಜಿಪಂ ಸಿಇಒ ಸೇರಿದಂತೆ ಅಧಿಕಾರಿಗಳು ಉಪಸ್ಥಿತರಿದ್ದರು. [168,817,308,887]
